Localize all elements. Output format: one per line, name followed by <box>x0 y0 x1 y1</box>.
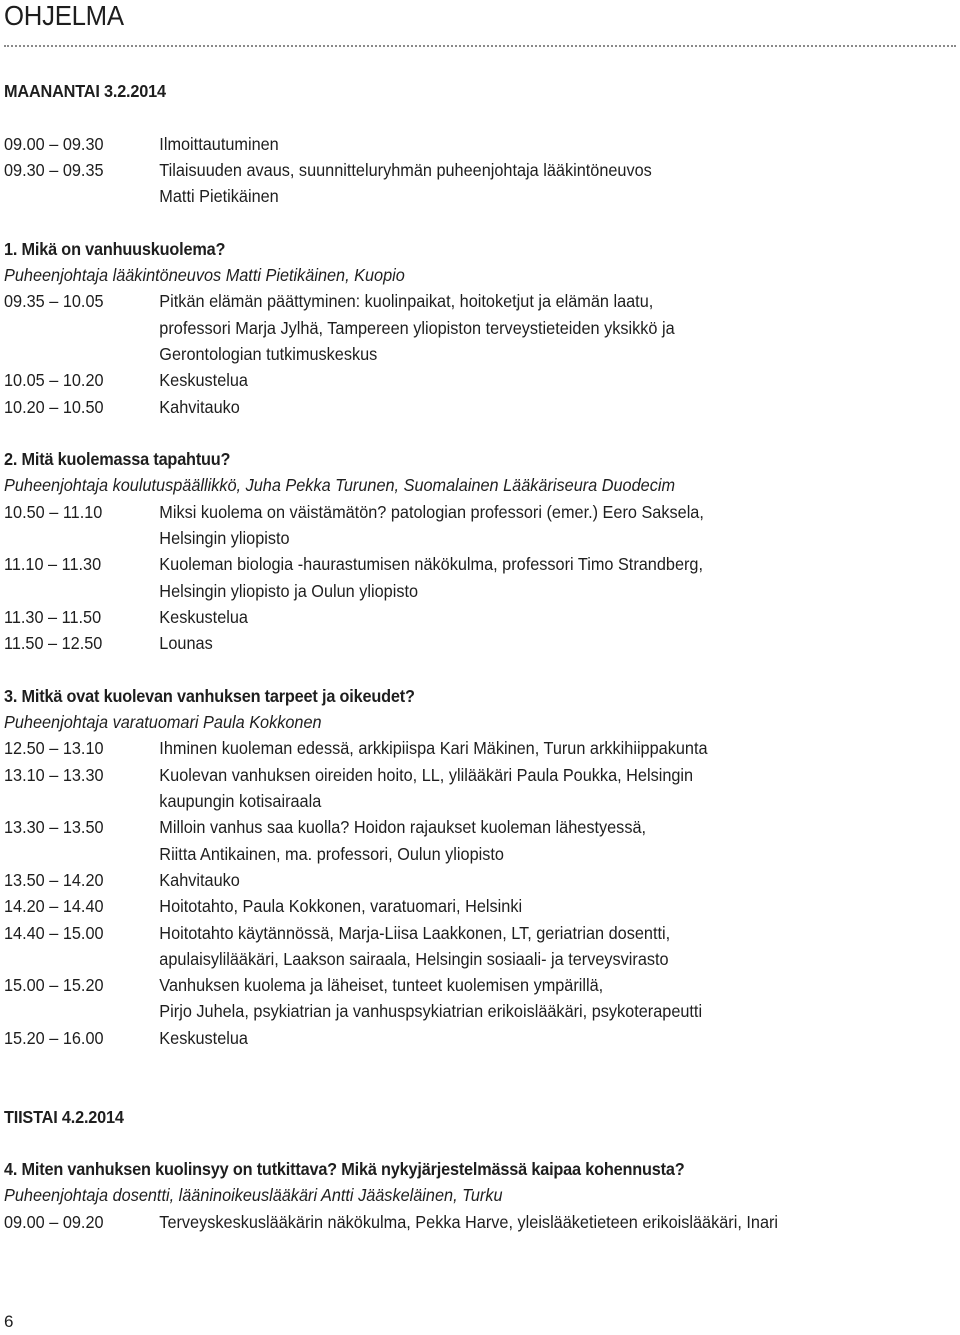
entry-description-line: Milloin vanhus saa kuolla? Hoidon rajaukset kuoleman lähestyessä, <box>159 817 647 838</box>
entry-description-line: Pitkän elämän päättyminen: kuolinpaikat, hoitoketjut ja elämän laatu, <box>159 291 654 312</box>
entry-description-line: Helsingin yliopisto ja Oulun yliopisto <box>159 580 419 601</box>
entry-description <box>159 367 248 393</box>
entry-description-line: Riitta Antikainen, ma. professori, Oulun yliopisto <box>159 843 504 864</box>
schedule-entry <box>4 893 888 919</box>
schedule-entry <box>4 630 888 656</box>
entry-time: 12.50 – 13.10 <box>4 738 104 759</box>
entry-description-line: Miksi kuolema on väistämätön? patologian professori (emer.) Eero Saksela, <box>159 501 704 522</box>
entry-description-line: kaupungin kotisairaala <box>159 791 322 812</box>
entry-description-line: Ilmoittautuminen <box>159 133 279 154</box>
schedule-entry <box>4 367 888 393</box>
schedule-entry <box>4 604 888 630</box>
entry-description <box>159 972 702 1025</box>
entry-description <box>159 1025 248 1051</box>
page-title: OHJELMA <box>4 0 124 31</box>
entry-description-line: Matti Pietikäinen <box>159 186 279 207</box>
section-heading: 3. Mitkä ovat kuolevan vanhuksen tarpeet ja oikeudet? <box>4 685 415 706</box>
schedule-entry <box>4 1209 888 1235</box>
chairperson-line: Puheenjohtaja dosentti, lääninoikeuslääkäri Antti Jääskeläinen, Turku <box>4 1185 503 1206</box>
entry-time: 13.30 – 13.50 <box>4 817 104 838</box>
entry-time: 09.00 – 09.20 <box>4 1211 104 1232</box>
entry-description-line: Keskustelua <box>159 606 248 627</box>
entry-description-line: Keskustelua <box>159 370 248 391</box>
entry-description-line: Hoitotahto käytännössä, Marja-Liisa Laakkonen, LT, geriatrian dosentti, <box>159 922 671 943</box>
entry-time: 11.10 – 11.30 <box>4 554 102 575</box>
chairperson-line: Puheenjohtaja lääkintöneuvos Matti Pietikäinen, Kuopio <box>4 265 405 286</box>
section-heading: 1. Mikä on vanhuuskuolema? <box>4 238 226 259</box>
entry-description-line: professori Marja Jylhä, Tampereen yliopiston terveystieteiden yksikkö ja <box>159 317 675 338</box>
section-heading: 4. Miten vanhuksen kuolinsyy on tutkittava? Mikä nykyjärjestelmässä kaipaa kohennusta? <box>4 1159 685 1180</box>
entry-time: 10.50 – 11.10 <box>4 501 103 522</box>
day-heading: TIISTAI 4.2.2014 <box>4 1106 124 1127</box>
entry-description <box>159 551 703 604</box>
entry-description <box>159 762 693 815</box>
program-content <box>4 78 954 1235</box>
schedule-entry <box>4 920 888 973</box>
entry-description-line: Kahvitauko <box>159 869 240 890</box>
entry-description-line: Lounas <box>159 633 213 654</box>
entry-description-line: Vanhuksen kuolema ja läheiset, tunteet kuolemisen ympärillä, <box>159 975 604 996</box>
schedule-entry <box>4 867 888 893</box>
entry-time: 13.50 – 14.20 <box>4 869 104 890</box>
schedule-entry <box>4 762 888 815</box>
entry-description <box>159 288 674 367</box>
entry-description <box>159 604 248 630</box>
spacer <box>4 420 954 446</box>
entry-description-line: apulaisylilääkäri, Laakson sairaala, Helsingin sosiaali- ja terveysvirasto <box>159 948 669 969</box>
spacer <box>4 1051 954 1077</box>
entry-time: 13.10 – 13.30 <box>4 764 104 785</box>
entry-description <box>159 157 652 210</box>
spacer <box>4 657 954 683</box>
entry-time: 09.35 – 10.05 <box>4 291 104 312</box>
entry-description <box>159 814 646 867</box>
entry-description <box>159 867 240 893</box>
entry-time: 11.30 – 11.50 <box>4 606 102 627</box>
entry-description <box>159 394 240 420</box>
dotted-divider <box>4 45 956 47</box>
entry-time: 11.50 – 12.50 <box>4 633 103 654</box>
entry-description-line: Ihminen kuoleman edessä, arkkipiispa Kari Mäkinen, Turun arkkihiippakunta <box>159 738 708 759</box>
section-heading: 2. Mitä kuolemassa tapahtuu? <box>4 449 231 470</box>
schedule-entry <box>4 499 888 552</box>
schedule-entry <box>4 551 888 604</box>
entry-description <box>159 131 278 157</box>
schedule-entry <box>4 394 888 420</box>
entry-description-line: Terveyskeskuslääkärin näkökulma, Pekka Harve, yleislääketieteen erikoislääkäri, Inari <box>159 1211 779 1232</box>
spacer <box>4 1130 954 1156</box>
schedule-entry <box>4 1025 888 1051</box>
entry-description-line: Kahvitauko <box>159 396 240 417</box>
entry-description-line: Keskustelua <box>159 1027 248 1048</box>
entry-description <box>159 893 522 919</box>
chairperson-line: Puheenjohtaja varatuomari Paula Kokkonen <box>4 712 322 733</box>
entry-description-line: Kuolevan vanhuksen oireiden hoito, LL, ylilääkäri Paula Poukka, Helsingin <box>159 764 694 785</box>
chairperson-line: Puheenjohtaja koulutuspäällikkö, Juha Pekka Turunen, Suomalainen Lääkäriseura Duodecim <box>4 475 676 496</box>
entry-time: 10.05 – 10.20 <box>4 370 104 391</box>
spacer <box>4 209 954 235</box>
entry-description <box>159 735 707 761</box>
schedule-entry <box>4 814 888 867</box>
entry-description-line: Tilaisuuden avaus, suunnitteluryhmän puheenjohtaja lääkintöneuvos <box>159 159 652 180</box>
entry-description <box>159 920 670 973</box>
entry-description <box>159 499 704 552</box>
entry-time: 15.00 – 15.20 <box>4 975 104 996</box>
schedule-entry <box>4 131 888 157</box>
entry-description <box>159 630 212 656</box>
schedule-entry <box>4 288 888 367</box>
entry-description-line: Pirjo Juhela, psykiatrian ja vanhuspsykiatrian erikoislääkäri, psykoterapeutti <box>159 1001 703 1022</box>
entry-description-line: Helsingin yliopisto <box>159 528 290 549</box>
entry-description-line: Hoitotahto, Paula Kokkonen, varatuomari, Helsinki <box>159 896 523 917</box>
entry-description <box>159 1209 778 1235</box>
entry-time: 14.20 – 14.40 <box>4 896 104 917</box>
entry-description-line: Kuoleman biologia -haurastumisen näkökulma, professori Timo Strandberg, <box>159 554 703 575</box>
page-number: 6 <box>4 1312 14 1331</box>
day-heading: MAANANTAI 3.2.2014 <box>4 81 166 101</box>
entry-time: 10.20 – 10.50 <box>4 396 104 417</box>
entry-time: 14.40 – 15.00 <box>4 922 104 943</box>
schedule-entry <box>4 157 888 210</box>
schedule-entry <box>4 972 888 1025</box>
spacer <box>4 104 954 130</box>
entry-time: 09.30 – 09.35 <box>4 159 104 180</box>
entry-time: 09.00 – 09.30 <box>4 133 104 154</box>
spacer <box>4 1077 954 1103</box>
schedule-entry <box>4 735 888 761</box>
entry-time: 15.20 – 16.00 <box>4 1027 104 1048</box>
entry-description-line: Gerontologian tutkimuskeskus <box>159 343 378 364</box>
